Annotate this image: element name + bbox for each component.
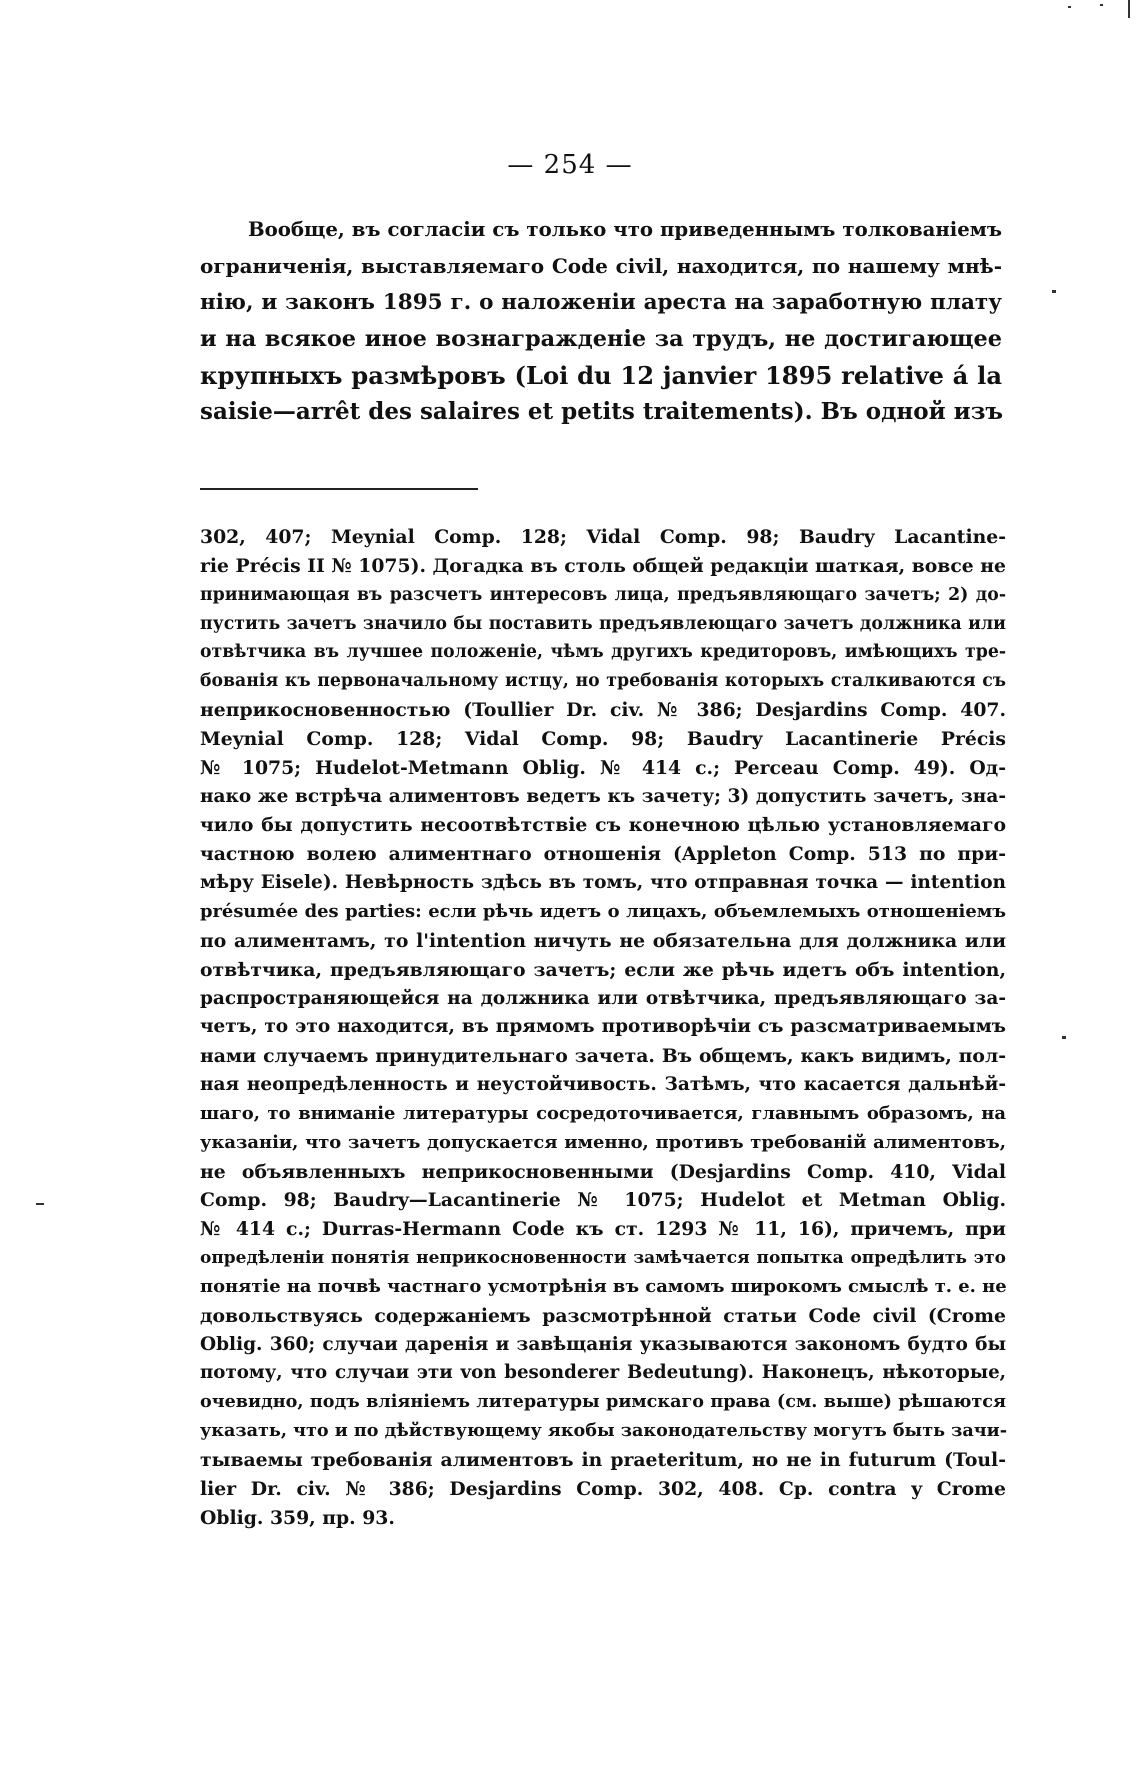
footnote-line: по алиментамъ, то l'intention ничуть не обязательна для должника или <box>200 929 1006 952</box>
footnote-line: lier Dr. civ. № 386; Desjardins Comp. 302, 408. Ср. contra y Crome <box>200 1477 1006 1500</box>
footnote-line: Comp. 98; Baudry—Lacantinerie № 1075; Hudelot et Metman Oblig. <box>200 1189 1006 1212</box>
footnote-line: четъ, то это находится, въ прямомъ противорѣчіи съ разсматриваемымъ <box>200 1016 1006 1038</box>
page-number: — 254 — <box>507 150 633 180</box>
footnote-line: нако же встрѣча алиментовъ ведетъ къ зачету; 3) допустить зачетъ, зна- <box>200 785 1006 807</box>
footnote-line: указаніи, что зачетъ допускается именно, противъ требованій алиментовъ, <box>200 1131 1006 1153</box>
footnote-line: указать, что и по дѣйствующему якобы законодательству могутъ быть зачи- <box>200 1420 1008 1442</box>
footnote-line: № 1075; Hudelot-Metmann Oblig. № 414 c.; Perceau Comp. 49). Од- <box>200 756 1006 779</box>
scan-mark <box>36 1203 44 1205</box>
footnote-line: принимающая въ разсчетъ интересовъ лица, предъявляющаго зачетъ; 2) до- <box>200 584 1006 605</box>
footnote-line: № 414 c.; Durras-Hermann Code къ ст. 1293 № 11, 16), причемъ, при <box>200 1218 1006 1241</box>
footnote-line: распространяющейся на должника или отвѣтчика, предъявляющаго за- <box>200 987 1006 1009</box>
footnote-line: потому, что случаи эти von besonderer Bedeutung). Наконецъ, нѣкоторые, <box>200 1362 1006 1384</box>
footnote-line: 302, 407; Meynial Comp. 128; Vidal Comp. 98; Baudry Lacantine- <box>200 526 1006 548</box>
main-paragraph <box>200 212 1002 430</box>
footnote-line: rie Précis II № 1075). Догадка въ столь общей редакціи шаткая, вовсе не <box>200 554 1006 577</box>
footnote-line: понятіе на почвѣ частнаго усмотрѣнія въ самомъ широкомъ смыслѣ т. е. не <box>200 1275 1007 1297</box>
footnote-line: Oblig. 359, пр. 93. <box>200 1506 395 1529</box>
footnote-line: отвѣтчика, предъявляющаго зачетъ; если же рѣчь идетъ объ intention, <box>200 958 1006 981</box>
footnote-line: опредѣленіи понятія неприкосновенности замѣчается попытка опредѣлить это <box>200 1248 1006 1269</box>
body-line: saisie—arrêt des salaires et petits traitements). Въ одной изъ <box>200 398 1004 426</box>
footnote-line: шаго, то вниманіе литературы сосредоточивается, главнымъ образомъ, на <box>200 1102 1006 1124</box>
scan-mark <box>1128 0 1130 18</box>
body-line: ограниченія, выставляемаго Code civil, находится, по нашему мнѣ- <box>200 254 1002 279</box>
footnote-line: пустить зачетъ значило бы поставить предъявлеющаго зачетъ должника или <box>200 613 1006 634</box>
footnote-line: неприкосновенностью (Toullier Dr. civ. № 386; Desjardins Comp. 407. <box>200 699 1006 722</box>
footnote <box>200 523 1006 1533</box>
footnote-line: présumée des parties: если рѣчь идетъ о лицахъ, объемлемыхъ отношеніемъ <box>200 900 1006 922</box>
footnote-line: не объявленныхъ неприкосновенными (Desjardins Comp. 410, Vidal <box>200 1160 1006 1183</box>
footnote-line: очевидно, подъ вліяніемъ литературы римскаго права (см. выше) рѣшаются <box>200 1391 1006 1413</box>
footnote-line: Oblig. 360; случаи даренія и завѣщанія указываются закономъ будто бы <box>200 1333 1006 1355</box>
footnote-line: бованія къ первоначальному истцу, но требованія которыхъ сталкиваются съ <box>200 671 1006 692</box>
footnote-line: чило бы допустить несоотвѣтствіе съ конечною цѣлью установляемаго <box>200 814 1006 837</box>
scan-mark <box>1100 4 1103 6</box>
footnote-line: тываемы требованія алиментовъ in praeteritum, но не in futurum (Toul- <box>200 1449 1006 1471</box>
footnote-line: отвѣтчика въ лучшее положеніе, чѣмъ другихъ кредиторовъ, имѣющихъ тре- <box>200 642 1006 663</box>
footnote-line: Meynial Comp. 128; Vidal Comp. 98; Baudry Lacantinerie Précis <box>200 727 1006 750</box>
scan-mark <box>1062 1036 1066 1039</box>
body-line: нію, и законъ 1895 г. о наложеніи ареста на заработную плату <box>200 289 1002 315</box>
body-line: крупныхъ размѣровъ (Loi du 12 janvier 1895 relative á la <box>200 360 1002 390</box>
footnote-line: ная неопредѣленность и неустойчивость. Затѣмъ, что касается дальнѣй- <box>200 1074 1006 1096</box>
footnote-line: мѣру Eisele). Невѣрность здѣсь въ томъ, что отправная точка — intention <box>200 872 1006 894</box>
footnote-separator <box>200 488 478 490</box>
body-line: и на всякое иное вознагражденіе за трудъ, не достигающее <box>200 326 1002 353</box>
footnote-line: нами случаемъ принудительнаго зачета. Въ общемъ, какъ видимъ, пол- <box>200 1045 1006 1068</box>
scan-mark <box>1052 290 1056 293</box>
footnote-line: довольствуясь содержаніемъ разсмотрѣнной статьи Code civil (Crome <box>200 1304 1006 1327</box>
body-line: Вообще, въ согласіи съ только что приведеннымъ толкованіемъ <box>248 218 1002 241</box>
footnote-line: частною волею алиментнаго отношенія (Appleton Comp. 513 по при- <box>200 843 1006 866</box>
scan-mark <box>1068 6 1071 8</box>
